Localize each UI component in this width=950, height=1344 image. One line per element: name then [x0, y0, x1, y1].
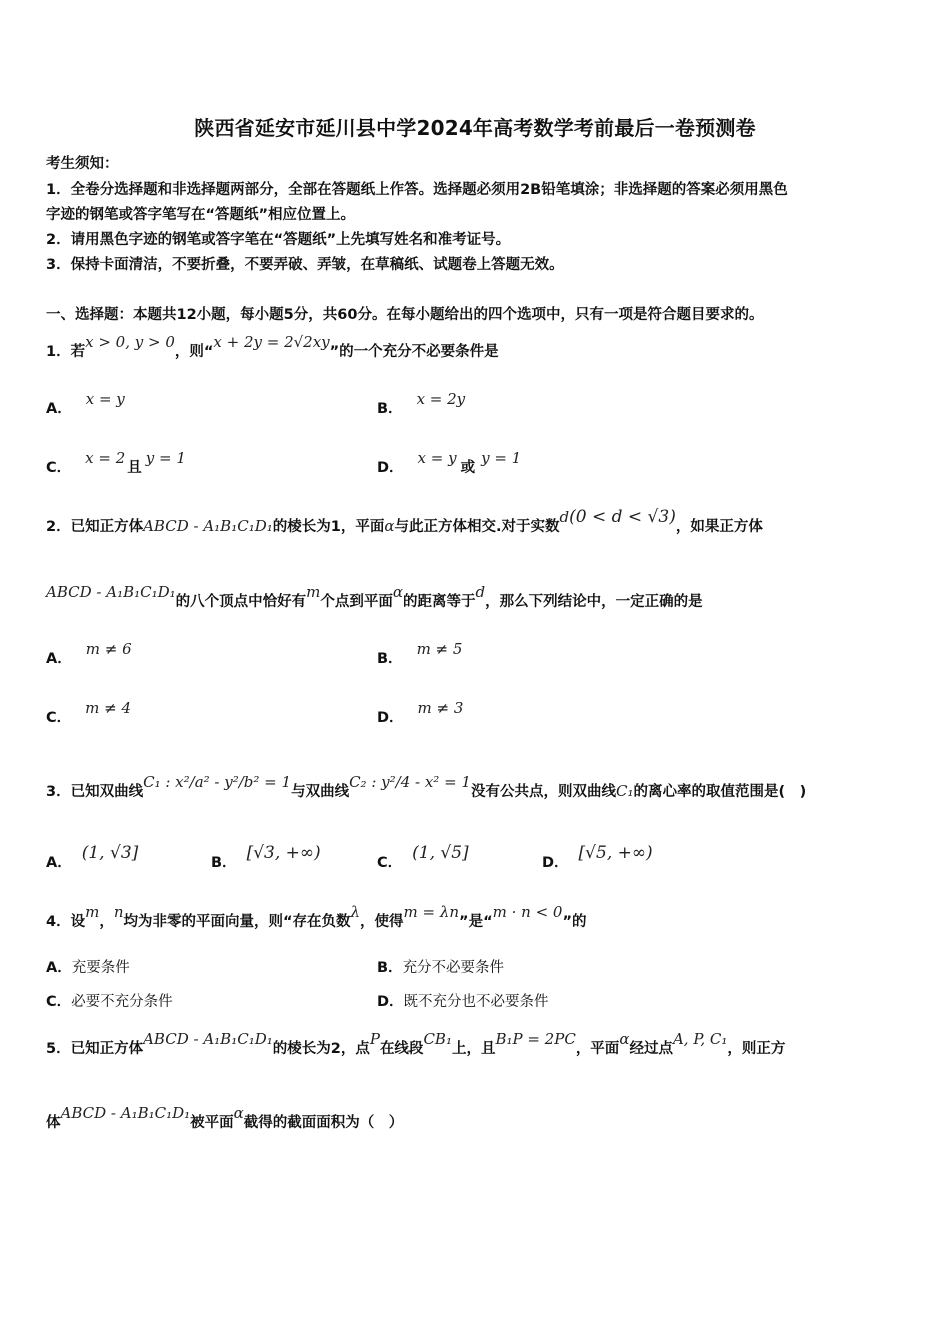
notice-line-1a: 1．全卷分选择题和非选择题两部分，全部在答题纸上作答。选择题必须用2B铅笔填涂；非选择题的答案必须用黑色: [46, 182, 788, 198]
question-2-line-2: ABCD - A₁B₁C₁D₁的八个顶点中恰好有m个点到平面α的距离等于d，那么下列结论中，一定正确的是: [46, 583, 703, 610]
q1-condition: x > 0, y > 0: [85, 333, 175, 351]
q4-option-b[interactable]: B．充分不必要条件: [377, 960, 505, 976]
q1-option-a[interactable]: A．x = y: [46, 390, 125, 417]
q1-option-c[interactable]: C．x = 2且y = 1: [46, 449, 186, 476]
notice-line-2: 2．请用黑色字迹的钢笔或答字笔在“答题纸”上先填写姓名和准考证号。: [46, 232, 511, 248]
q5-ratio: B₁P = 2PC: [495, 1030, 576, 1048]
q1-option-b[interactable]: B．x = 2y: [377, 390, 466, 417]
question-5-line-1: 5．已知正方体ABCD - A₁B₁C₁D₁的棱长为2，点P在线段CB₁上，且B₁P = 2PC，平面α经过点A, P, C₁，则正方: [46, 1030, 786, 1057]
q5-cube: ABCD - A₁B₁C₁D₁: [143, 1030, 273, 1048]
q3-option-d[interactable]: D． [√5, +∞): [542, 843, 653, 871]
q4-option-d[interactable]: D．既不充分也不必要条件: [377, 994, 549, 1010]
section-heading: 一、选择题：本题共12小题，每小题5分，共60分。在每小题给出的四个选项中，只有一项是符合题目要求的。: [46, 307, 764, 323]
q3-hyperbola-c1: C₁ : x²/a² - y²/b² = 1: [143, 773, 292, 791]
notice-line-3: 3．保持卡面清洁，不要折叠，不要弄破、弄皱，在草稿纸、试题卷上答题无效。: [46, 257, 564, 273]
question-4: 4．设m，n均为非零的平面向量，则“存在负数λ，使得m = λn”是“m · n < 0”的: [46, 903, 587, 930]
q4-equation: m = λn: [403, 903, 460, 921]
question-1: 1．若x > 0, y > 0，则“x + 2y = 2√2xy”的一个充分不必要条件是: [46, 333, 499, 360]
q4-option-a[interactable]: A．充要条件: [46, 960, 130, 976]
question-2-line-1: 2．已知正方体ABCD - A₁B₁C₁D₁的棱长为1，平面α与此正方体相交.对于实数d(0 < d < √3)，如果正方体: [46, 507, 763, 535]
q2-option-b[interactable]: B．m ≠ 5: [377, 640, 463, 667]
question-5-line-2: 体ABCD - A₁B₁C₁D₁被平面α截得的截面面积为（ ）: [46, 1104, 404, 1131]
q1-option-d[interactable]: D．x = y或y = 1: [377, 449, 522, 476]
q2-option-c[interactable]: C．m ≠ 4: [46, 699, 132, 726]
q3-option-a[interactable]: A． (1, √3]: [46, 843, 139, 871]
q2-cube: ABCD - A₁B₁C₁D₁: [143, 517, 273, 535]
q4-option-c[interactable]: C．必要不充分条件: [46, 994, 173, 1010]
q3-option-b[interactable]: B． [√3, +∞): [211, 843, 321, 871]
notice-heading: 考生须知：: [46, 156, 119, 172]
q2-range: (0 < d < √3): [569, 507, 676, 527]
q3-hyperbola-c2: C₂ : y²/4 - x² = 1: [349, 773, 471, 791]
q2-option-d[interactable]: D．m ≠ 3: [377, 699, 464, 726]
q4-dot-product: m · n < 0: [492, 903, 563, 921]
q3-option-c[interactable]: C． (1, √5]: [377, 843, 469, 871]
q1-expression: x + 2y = 2√2xy: [213, 333, 330, 351]
page-title: 陕西省延安市延川县中学2024年高考数学考前最后一卷预测卷: [194, 116, 756, 140]
notice-line-1b: 字迹的钢笔或答字笔写在“答题纸”相应位置上。: [46, 207, 356, 223]
q2-option-a[interactable]: A．m ≠ 6: [46, 640, 132, 667]
question-3: 3．已知双曲线C₁ : x²/a² - y²/b² = 1与双曲线C₂ : y²/4 - x² = 1没有公共点，则双曲线C₁的离心率的取值范围是( ): [46, 773, 807, 800]
